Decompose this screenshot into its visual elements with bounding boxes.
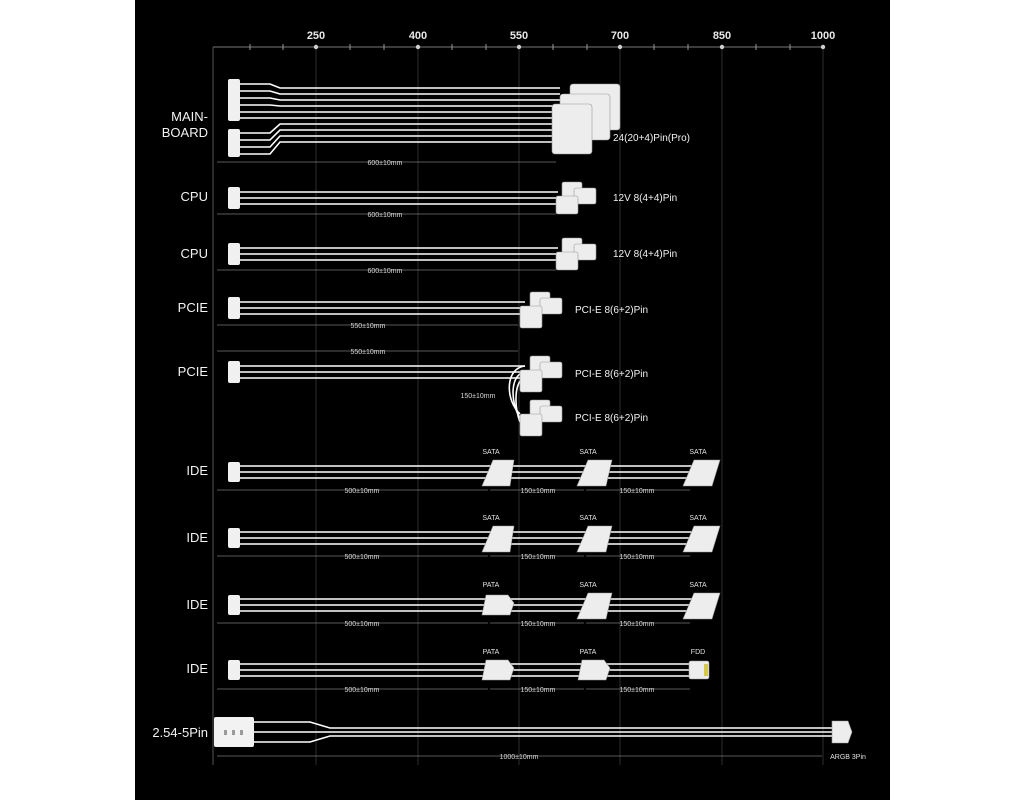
length-label-ide-3-b: 150±10mm [520,621,556,628]
tick-1000: 1000 [810,30,836,42]
branch-length-label-pcie-2: 150±10mm [460,393,496,400]
length-label-ide-3-c: 150±10mm [619,621,655,628]
end-label-ide-1-c: SATA [689,449,707,456]
cable-length-diagram [135,0,890,800]
connector-label-pcie-2b: PCI-E 8(6+2)Pin [575,413,649,424]
row-label-mainboard-line1: MAIN- [171,109,208,124]
length-label-ide-2-b: 150±10mm [520,554,556,561]
row-label-ide-4: IDE [186,661,208,676]
length-label-mainboard: 600±10mm [367,160,403,167]
end-label-ide-2-c: SATA [689,515,707,522]
end-label-ide-4-c: FDD [690,649,706,656]
end-label-ide-2-b: SATA [579,515,597,522]
length-label-ide-4-a: 500±10mm [344,687,380,694]
cable-row-cpu-1 [181,182,678,219]
end-label-ide-4-a: PATA [482,649,500,656]
end-label-ide-1-b: SATA [579,449,597,456]
length-label-ide-2-c: 150±10mm [619,554,655,561]
cable-row-ide-3 [186,582,720,628]
length-label-cpu-1: 600±10mm [367,212,403,219]
row-label-cpu-1: CPU [180,189,208,204]
tick-850: 850 [712,30,732,42]
end-label-ide-4-b: PATA [579,649,597,656]
end-label-ide-3-b: SATA [579,582,597,589]
connector-label-24pin: 24(20+4)Pin(Pro) [613,133,690,144]
cable-row-ide-4 [186,649,709,694]
row-label-pcie-1: PCIE [177,300,208,315]
connector-label-cpu-1: 12V 8(4+4)Pin [613,193,678,204]
length-label-ide-1-a: 500±10mm [344,488,380,495]
length-label-ide-1-b: 150±10mm [520,488,556,495]
length-label-pcie-1: 550±10mm [350,323,386,330]
row-label-argb: 2.54-5Pin [152,725,208,740]
cable-row-pcie-1 [178,292,648,330]
row-label-ide-1: IDE [186,463,208,478]
connector-label-pcie-1: PCI-E 8(6+2)Pin [575,305,649,316]
tick-250: 250 [306,30,326,42]
row-label-ide-3: IDE [186,597,208,612]
length-label-pcie-2: 550±10mm [350,349,386,356]
row-label-pcie-2: PCIE [177,364,208,379]
cable-row-argb [152,717,866,761]
connector-label-pcie-2a: PCI-E 8(6+2)Pin [575,369,649,380]
row-label-mainboard-line2: BOARD [161,125,208,140]
length-label-ide-3-a: 500±10mm [344,621,380,628]
length-label-ide-2-a: 500±10mm [344,554,380,561]
cable-row-mainboard [162,79,690,167]
length-label-ide-1-c: 150±10mm [619,488,655,495]
cable-row-ide-1 [186,449,720,495]
tick-700: 700 [610,30,630,42]
tick-550: 550 [509,30,529,42]
length-label-ide-4-c: 150±10mm [619,687,655,694]
cable-row-cpu-2 [181,238,678,275]
end-label-argb: ARGB 3Pin [830,754,866,761]
cable-row-ide-2 [186,515,720,561]
end-label-ide-3-a: PATA [482,582,500,589]
end-label-ide-3-c: SATA [689,582,707,589]
length-label-cpu-2: 600±10mm [367,268,403,275]
end-label-ide-2-a: SATA [482,515,500,522]
length-label-argb: 1000±10mm [499,754,539,761]
length-scale [213,30,835,765]
cable-row-pcie-2 [178,349,648,436]
row-label-cpu-2: CPU [180,246,208,261]
row-label-ide-2: IDE [186,530,208,545]
end-label-ide-1-a: SATA [482,449,500,456]
tick-400: 400 [408,30,428,42]
connector-label-cpu-2: 12V 8(4+4)Pin [613,249,678,260]
length-label-ide-4-b: 150±10mm [520,687,556,694]
